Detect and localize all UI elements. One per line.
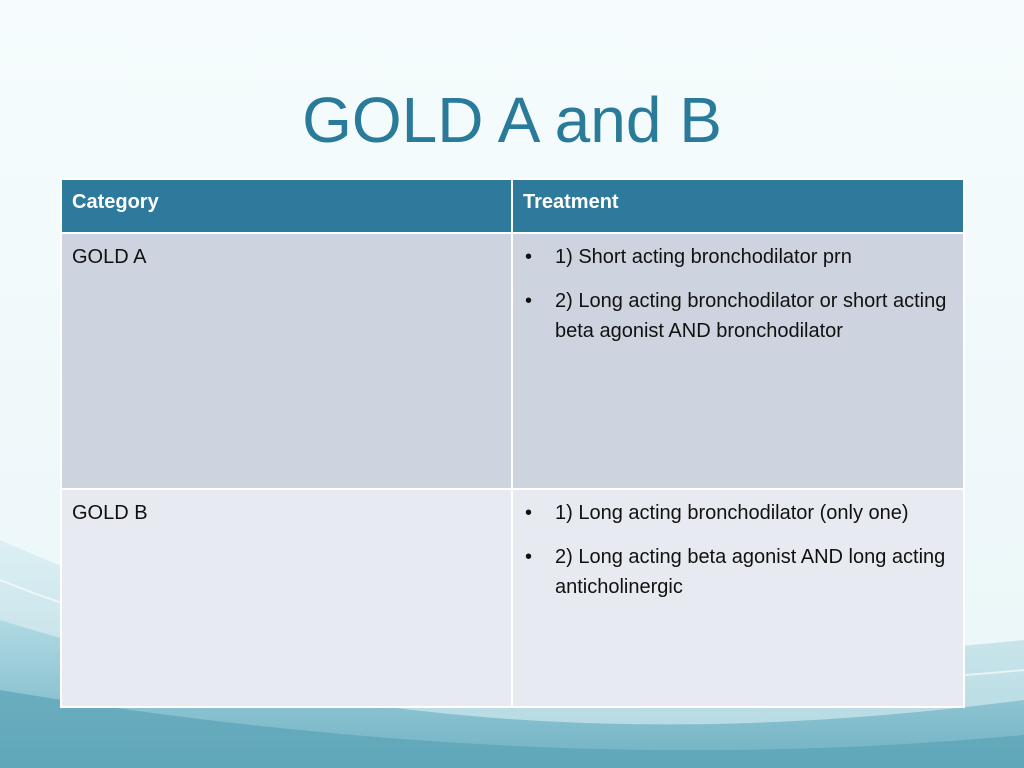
table-header-row: [61, 179, 964, 233]
bullet-icon: •: [525, 290, 533, 312]
category-cell: GOLD A: [61, 233, 512, 489]
treatment-text: 2) Long acting beta agonist AND long acting anticholinergic: [555, 546, 946, 598]
gold-table: [60, 178, 963, 708]
header-treatment: Treatment: [512, 179, 964, 233]
treatment-list: [523, 242, 953, 346]
list-item: [523, 542, 953, 602]
treatment-text: 1) Short acting bronchodilator prn: [555, 246, 852, 268]
slide-title: GOLD A and B: [302, 84, 722, 156]
list-item: [523, 242, 953, 272]
header-category: Category: [61, 179, 512, 233]
table-row: [61, 489, 964, 707]
treatment-text: 1) Long acting bronchodilator (only one): [555, 502, 909, 524]
list-item: [523, 498, 953, 528]
category-cell: GOLD B: [61, 489, 512, 707]
bullet-icon: •: [525, 246, 533, 268]
list-item: [523, 286, 953, 346]
treatment-cell: [512, 233, 964, 489]
bullet-icon: •: [525, 502, 533, 524]
table-row: [61, 233, 964, 489]
bullet-icon: •: [525, 546, 533, 568]
treatment-cell: [512, 489, 964, 707]
treatment-list: [523, 498, 953, 602]
treatment-text: 2) Long acting bronchodilator or short acting beta agonist AND bronchodilator: [555, 290, 947, 342]
